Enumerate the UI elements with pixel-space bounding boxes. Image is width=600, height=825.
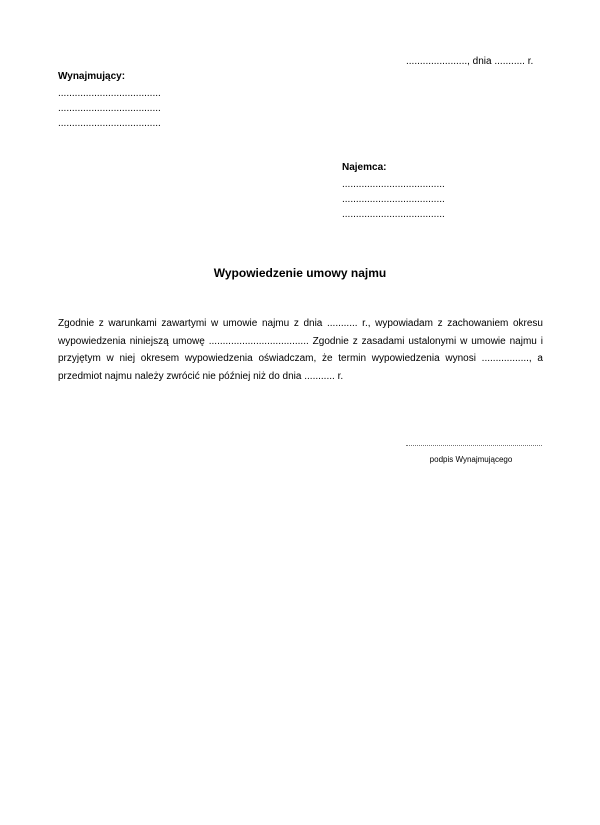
document-body: Zgodnie z warunkami zawartymi w umowie najmu z dnia ........... r., wypowiadam z zachowaniem okresu wypowiedzenia niniejszą umowę .................................... Zgodnie z zasadami ustalonymi w umowie najmu i przyjętym w niej okresem wypowiedzenia oświadczam, że termin wypowiedzenia wynosi ................., a przedmiot najmu należy zwrócić nie później niż do dnia ........... r. bbox=[58, 318, 543, 382]
tenant-label: Najemca: bbox=[342, 162, 387, 173]
landlord-block bbox=[58, 71, 161, 131]
signature-label: podpis Wynajmującego bbox=[429, 455, 513, 464]
document-title: Wypowiedzenie umowy najmu bbox=[213, 266, 387, 280]
landlord-line: ..................................... bbox=[58, 103, 161, 114]
landlord-line: ..................................... bbox=[58, 88, 161, 99]
tenant-block bbox=[342, 162, 445, 222]
landlord-line: ..................................... bbox=[58, 118, 161, 129]
place-date-line: ......................, dnia ........... r. bbox=[406, 56, 534, 67]
signature-line bbox=[406, 445, 542, 446]
tenant-line: ..................................... bbox=[342, 209, 445, 220]
tenant-line: ..................................... bbox=[342, 179, 445, 190]
tenant-line: ..................................... bbox=[342, 194, 445, 205]
landlord-label: Wynajmujący: bbox=[58, 71, 126, 82]
